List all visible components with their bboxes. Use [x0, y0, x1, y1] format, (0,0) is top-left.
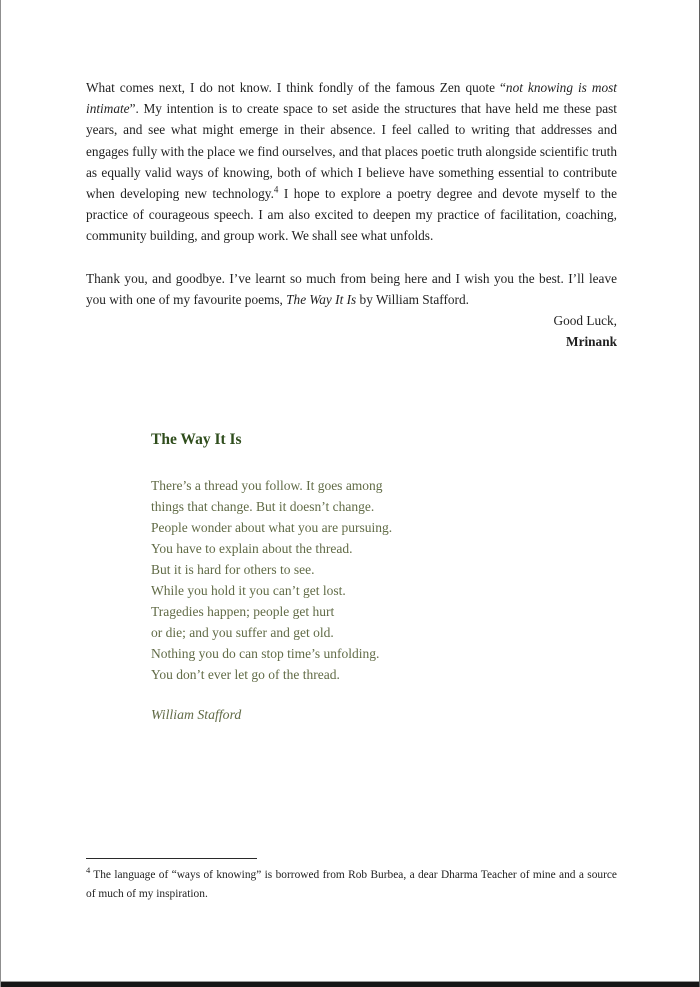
footnote-reference: 4 [273, 184, 279, 195]
signoff-closing: Good Luck, [553, 313, 617, 329]
poem-title: The Way It Is [151, 431, 242, 448]
poem-line: Tragedies happen; people get hurt [151, 604, 335, 619]
signoff [86, 310, 617, 352]
paragraph-text: What comes next, I do not know. I think fondly of the famous Zen quote “ [86, 80, 506, 95]
poem-line: There’s a thread you follow. It goes among [151, 478, 383, 493]
poem-line: People wonder about what you are pursuing. [151, 520, 393, 535]
poem-author: William Stafford [151, 707, 242, 722]
poem-line: While you hold it you can’t get lost. [151, 583, 346, 598]
footnote [86, 858, 617, 903]
poem-line: Nothing you do can stop time’s unfolding. [151, 646, 380, 661]
signoff-name: Mrinank [566, 334, 617, 350]
zen-quote-italic: not knowing is most intimate [86, 80, 617, 117]
page-bottom-edge [1, 981, 699, 987]
footnote-marker: 4 [86, 865, 91, 876]
paragraph-text: Thank you, and goodbye. I’ve learnt so much from being here and I wish you the best. I’ll leave you with one of my favourite poems, [86, 270, 617, 307]
poem-title-inline-italic: The Way It Is [286, 291, 357, 307]
paragraph-text: I hope to explore a poetry degree and devote myself to the practice of courageous speech. I am also excited to deepen my practice of facilitation, coaching, community building, and group work. We shall see what unfolds. [86, 186, 617, 244]
footnote-text: The language of “ways of knowing” is borrowed from Rob Burbea, a dear Dharma Teacher of mine and a source of much of my inspiration. [86, 869, 617, 900]
poem-section [151, 431, 511, 723]
paragraph-text: ”. My intention is to create space to set aside the structures that have held me these past years, and see what might emerge in their absence. I feel called to writing that addresses and engages fully with the place we find ourselves, and that places poetic truth alongside scientific truth as equally valid ways of knowing, both of which I believe have something essential to contribute when developing new technology. [86, 101, 617, 202]
paragraph-farewell [86, 268, 617, 310]
poem-line: or die; and you suffer and get old. [151, 625, 334, 640]
paragraph-text: by William Stafford. [356, 291, 469, 307]
paragraph-intro [86, 77, 617, 247]
poem-line: You don’t ever let go of the thread. [151, 667, 340, 682]
footnote-rule [86, 858, 257, 859]
poem-line: things that change. But it doesn’t change. [151, 499, 375, 514]
poem-line: You have to explain about the thread. [151, 541, 353, 556]
letter-body [86, 77, 617, 352]
poem-stanza [151, 475, 511, 685]
footnote-text-block [86, 866, 617, 903]
poem-line: But it is hard for others to see. [151, 562, 315, 577]
